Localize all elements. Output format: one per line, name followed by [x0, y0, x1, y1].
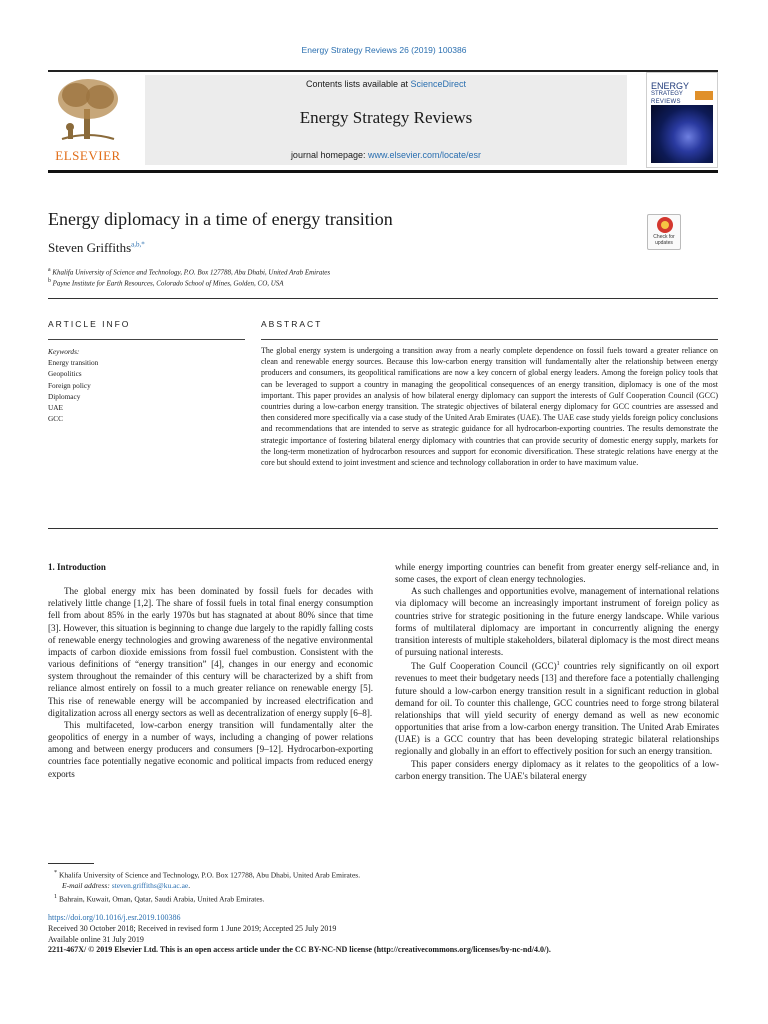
body-paragraph: The global energy mix has been dominated by fossil fuels for decades with relatively little change [1,2]. The share of fossil fuels in total final energy consumption fell from about 85% in the early 1970s but has stagnated at about 80% since that time [3]. However, this situation is beginning to change due largely to the rapidly falling costs of renewable energy technologies and growing awareness of the negative environmental impacts of carbon dioxide emissions from fossil fuel combustion. Consistent with the various definitions of “energy transition” [4], changes in our energy and economic system throughout the remainder of this century will be characterized by a shift from reliance almost entirely on fossil to a much greater reliance on renewable energy [5]. This rise of renewable energy will be accompanied by increased electrification and digitalization across all energy sectors as well as decentralization of energy supply [6–8].	[48, 586, 373, 718]
keyword-item: Diplomacy	[48, 391, 81, 401]
keyword-item: Foreign policy	[48, 380, 91, 390]
affiliation-a	[48, 267, 330, 276]
body-paragraph-gcc	[395, 658, 719, 757]
author-name[interactable]: Steven Griffiths	[48, 240, 132, 255]
footnote-1-text: Bahrain, Kuwait, Oman, Qatar, Saudi Arabia, United Arab Emirates.	[59, 894, 265, 903]
abstract-text: The global energy system is undergoing a transition away from a nearly complete dependence on fossil fuels toward a greater reliance on clean and renewable energy sources. Because this low-carbon energy transition will fundamentally alter the relationship between energy producers and consumers, its geopolitical ramifications are now a key concern of global energy leaders. Among the foreign policy tools that can be leveraged to support a country in managing the geopolitical consequences of an energy transition, diplomacy is one of the most important. This paper provides an analysis of how bilateral energy diplomacy can support the interests of Gulf Cooperation Council (GCC) countries during a low-carbon energy transition. The strategic objectives of bilateral energy diplomacy for GCC countries are assessed and then considered more specifically via a case study of the United Arab Emirates (UAE). The UAE case study yields foreign policy conclusions and recommendations that are intended to serve as strategic guidance for all hydrocarbon-exporting countries. The results demonstrate the strategic importance of fostering bilateral energy diplomacy with countries that can provide security of domestic energy supply, markets for the long-term monetization of hydrocarbon resources and support for economic diversification. These strategic relations have energy at the core but should extend to joint investment and science and technology collaboration in order to have maximum value.	[261, 346, 718, 468]
footnote-1	[48, 892, 708, 905]
affiliation-b	[48, 278, 284, 287]
contents-line	[145, 79, 627, 89]
homepage-link[interactable]: www.elsevier.com/locate/esr	[368, 150, 482, 160]
gcc-sentence-start: The Gulf Cooperation Council (GCC)	[411, 661, 557, 672]
affiliation-b-text: Payne Institute for Earth Resources, Colorado School of Mines, Golden, CO, USA	[52, 279, 284, 288]
keyword-item: Energy transition	[48, 358, 99, 368]
cover-subtitle: REVIEWS	[651, 99, 681, 105]
publication-info	[48, 913, 718, 956]
crossmark-icon	[657, 217, 673, 233]
article-title: Energy diplomacy in a time of energy transition	[48, 209, 393, 229]
keyword-item: UAE	[48, 403, 63, 413]
crossmark-label: Check for updates	[653, 234, 675, 246]
email-label: E-mail address:	[62, 881, 112, 890]
keyword-item: GCC	[48, 414, 64, 424]
sciencedirect-link[interactable]: ScienceDirect	[410, 79, 467, 89]
cover-title-line1: ENERGY	[651, 81, 690, 91]
footnote-1-number: 1	[54, 892, 58, 900]
keywords-block	[48, 346, 245, 424]
doi-link[interactable]: https://doi.org/10.1016/j.esr.2019.100386	[48, 913, 181, 922]
author-line	[48, 240, 145, 256]
footnote-rule	[48, 863, 94, 864]
history-dates: Received 30 October 2018; Received in revised form 1 June 2019; Accepted 25 July 2019	[48, 923, 337, 933]
footnotes	[48, 868, 708, 905]
email-suffix: .	[188, 881, 191, 890]
journal-name: Energy Strategy Reviews	[299, 108, 473, 127]
keyword-item: Geopolitics	[48, 369, 82, 379]
gcc-sentence-rest: countries rely significantly on oil export revenues to meet their budgetary needs [13] and therefore face a potentially challenging future should a low-carbon energy transition result in a significant reduction in global demand for oil. To counter this challenge, GCC countries need to forge strong bilateral relationships that will yield security of energy demand as well as new economic opportunities that arise from a low-carbon energy transition. The United Arab Emirates (UAE) is a GCC country that has been developing strategic bilateral relationships regionally and globally in an effort to effectively position for such an energy transition.	[395, 661, 720, 757]
homepage-line	[145, 150, 627, 160]
article-info-rule	[48, 339, 245, 340]
corresponding-mark: *	[54, 869, 58, 876]
affiliation-a-mark: a	[48, 267, 51, 273]
crossmark-button[interactable]	[647, 214, 681, 250]
journal-citation[interactable]: Energy Strategy Reviews 26 (2019) 100386	[301, 45, 467, 55]
corresponding-text: Khalifa University of Science and Technology, P.O. Box 127788, Abu Dhabi, United Arab Emirates.	[59, 870, 361, 880]
journal-cover-thumbnail[interactable]	[646, 72, 718, 168]
abstract-heading: ABSTRACT	[261, 319, 323, 329]
email-link[interactable]: steven.griffiths@ku.ac.ae	[111, 881, 189, 890]
meta-bottom-rule	[48, 528, 718, 529]
header-top-rule	[48, 70, 718, 72]
body-column-right	[395, 561, 719, 782]
body-paragraph-continuation: while energy importing countries can benefit from greater energy self-reliance and, in some cases, the export of clean energy technologies.	[395, 562, 719, 585]
corresponding-author-note	[48, 868, 708, 881]
keywords-label: Keywords:	[48, 347, 80, 356]
meta-top-rule	[48, 298, 718, 299]
body-paragraph: This paper considers energy diplomacy as it relates to the geopolitics of a low-carbon energy transition. The UAE's bilateral energy	[395, 758, 719, 781]
license-line: 2211-467X/ © 2019 Elsevier Ltd. This is an open access article under the CC BY-NC-ND license (http://creativecommons.org/licenses/by-nc-nd/4.0/).	[48, 945, 551, 955]
article-info-heading: ARTICLE INFO	[48, 319, 131, 329]
introduction-heading: 1. Introduction	[48, 562, 106, 572]
cover-title-line2: STRATEGY	[651, 91, 683, 97]
footnote-1-mark[interactable]: 1	[556, 661, 560, 668]
available-online: Available online 31 July 2019	[48, 934, 144, 944]
abstract-rule	[261, 339, 718, 340]
contents-prefix: Contents lists available at	[305, 79, 411, 89]
body-column-left	[48, 561, 373, 780]
affiliation-a-text: Khalifa University of Science and Technology, P.O. Box 127788, Abu Dhabi, United Arab Emirates	[52, 268, 331, 277]
cover-title	[651, 82, 689, 98]
homepage-prefix: journal homepage:	[290, 150, 368, 160]
affiliation-b-mark: b	[48, 278, 51, 284]
elsevier-wordmark: ELSEVIER	[55, 148, 121, 163]
cover-image	[651, 105, 713, 163]
header-bottom-rule	[48, 170, 718, 173]
author-affiliation-marks[interactable]: a,b,*	[131, 240, 145, 249]
body-paragraph: As such challenges and opportunities evolve, management of international relations via diplomacy will become an increasingly important instrument of foreign policy as countries strive for strategic positioning in the future energy landscape. While various forms of multilateral diplomacy are important in concurrently aligning the energy transition interests of multiple stakeholders, bilateral diplomacy is the most direct means of pursuing national interests.	[395, 586, 719, 658]
email-note	[48, 881, 708, 892]
cover-accent-block	[695, 91, 713, 100]
body-paragraph: This multifaceted, low-carbon energy transition will fundamentally alter the geopolitics of energy in a number of ways, including a changing of power relations among and between energy producers and consumers [9–12]. Hydrocarbon-exporting countries face potentially negative economic and political impacts from reduced energy exports	[48, 719, 373, 779]
